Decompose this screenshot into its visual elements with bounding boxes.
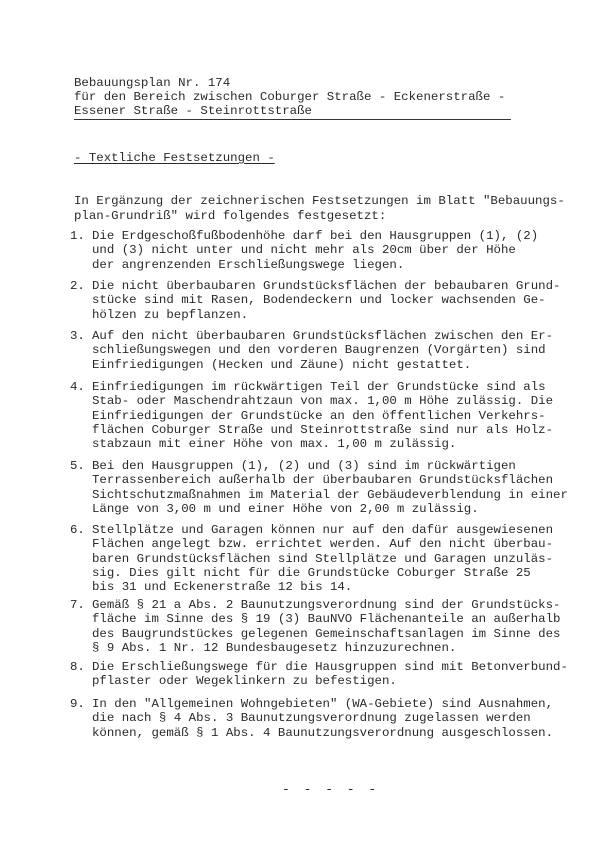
list-item [70,380,580,451]
item-text: Die Erdgeschoßfußbodenhöhe darf bei den Hausgruppen (1), (2) und (3) nicht unter und nicht mehr als 20cm über der Höhe der angrenzenden Erschließungswege liegen. [92,229,539,272]
plan-number: Bebauungsplan Nr. 174 [74,76,231,90]
item-text: Stellplätze und Garagen können nur auf den dafür ausgewiesenen Flächen angelegt bzw. errichtet werden. Auf den nicht überbau- baren Grundstücksflächen sind Stellplätze und Garagen unzuläs- sig. Dies gilt nicht für die Grundstücke Coburger Straße 25 bis 31 und Eckenerstraße 12 bis 14. [92,523,554,595]
plan-area-line-1: für den Bereich zwischen Coburger Straße - Eckenerstraße - [74,90,506,104]
item-text: Bei den Hausgruppen (1), (2) und (3) sind im rückwärtigen Terrassenbereich außerhalb der überbaubaren Grundstücksflächen Sichtschutzmaßnahmen im Material der Gebäudeverblendung in einer Länge von 3,00 m und einer Höhe von 2,00 m zulässig. [92,459,568,516]
list-item [70,279,580,322]
list-item [70,598,580,655]
list-item [70,697,580,740]
item-text: Auf den nicht überbaubaren Grundstücksflächen zwischen den Er- schließungswegen und den vorderen Baugrenzen (Vorgärten) sind Einfriedigungen (Hecken und Zäune) nicht gestattet. [92,329,554,372]
item-number: 4. [70,380,85,394]
item-number: 1. [70,229,85,243]
item-text: Die Erschließungswege für die Hausgruppen sind mit Betonverbund- pflaster oder Wegeklinkern zu befestigen. [92,660,568,689]
item-text: Die nicht überbaubaren Grundstücksflächen der bebaubaren Grund- stücke sind mit Rasen, Bodendeckern und locker wachsenden Ge- hölzen zu bepflanzen. [92,279,561,322]
item-number: 2. [70,279,85,293]
item-number: 5. [70,459,85,473]
document-header [74,76,534,118]
list-item [70,229,580,272]
section-title: - Textliche Festsetzungen - [74,151,275,165]
intro-paragraph: In Ergänzung der zeichnerischen Festsetzungen im Blatt "Bebauungs- plan-Grundriß" wird folgendes festgesetzt: [74,194,565,223]
item-text: Einfriedigungen im rückwärtigen Teil der Grundstücke sind als Stab- oder Maschendrahtzaun von max. 1,00 m Höhe zulässig. Die Einfriedigungen der Grundstücke an den öffentlichen Verkehrs- flächen Coburger Straße und Steinrottstraße sind nur als Holz- stabzaun mit einer Höhe von max. 1,00 m zulässig. [92,380,554,452]
item-number: 8. [70,660,85,674]
item-text: In den "Allgemeinen Wohngebieten" (WA-Gebiete) sind Ausnahmen, die nach § 4 Abs. 3 Baunutzungsverordnung zugelassen werden können, gemäß § 1 Abs. 4 Baunutzungsverordnung ausgeschlossen. [92,697,554,740]
list-item [70,523,580,594]
end-mark: - - - - - [282,782,380,797]
item-number: 3. [70,329,85,343]
item-number: 6. [70,523,85,537]
list-item [70,660,580,689]
item-number: 7. [70,598,85,612]
list-item [70,329,580,372]
header-underline [74,119,511,120]
list-item [70,459,580,516]
item-text: Gemäß § 21 a Abs. 2 Baunutzungsverordnung sind der Grundstücks- fläche im Sinne des § 19 (3) BauNVO Flächenanteile an außerhalb des Baugrundstückes gelegenen Gemeinschaftsanlagen im Sinne des § 9 Abs. 1 Nr. 12 Bundesbaugesetz hinzuzurechnen. [92,598,561,655]
plan-area-line-2: Essener Straße - Steinrottstraße [74,104,312,118]
item-number: 9. [70,697,85,711]
